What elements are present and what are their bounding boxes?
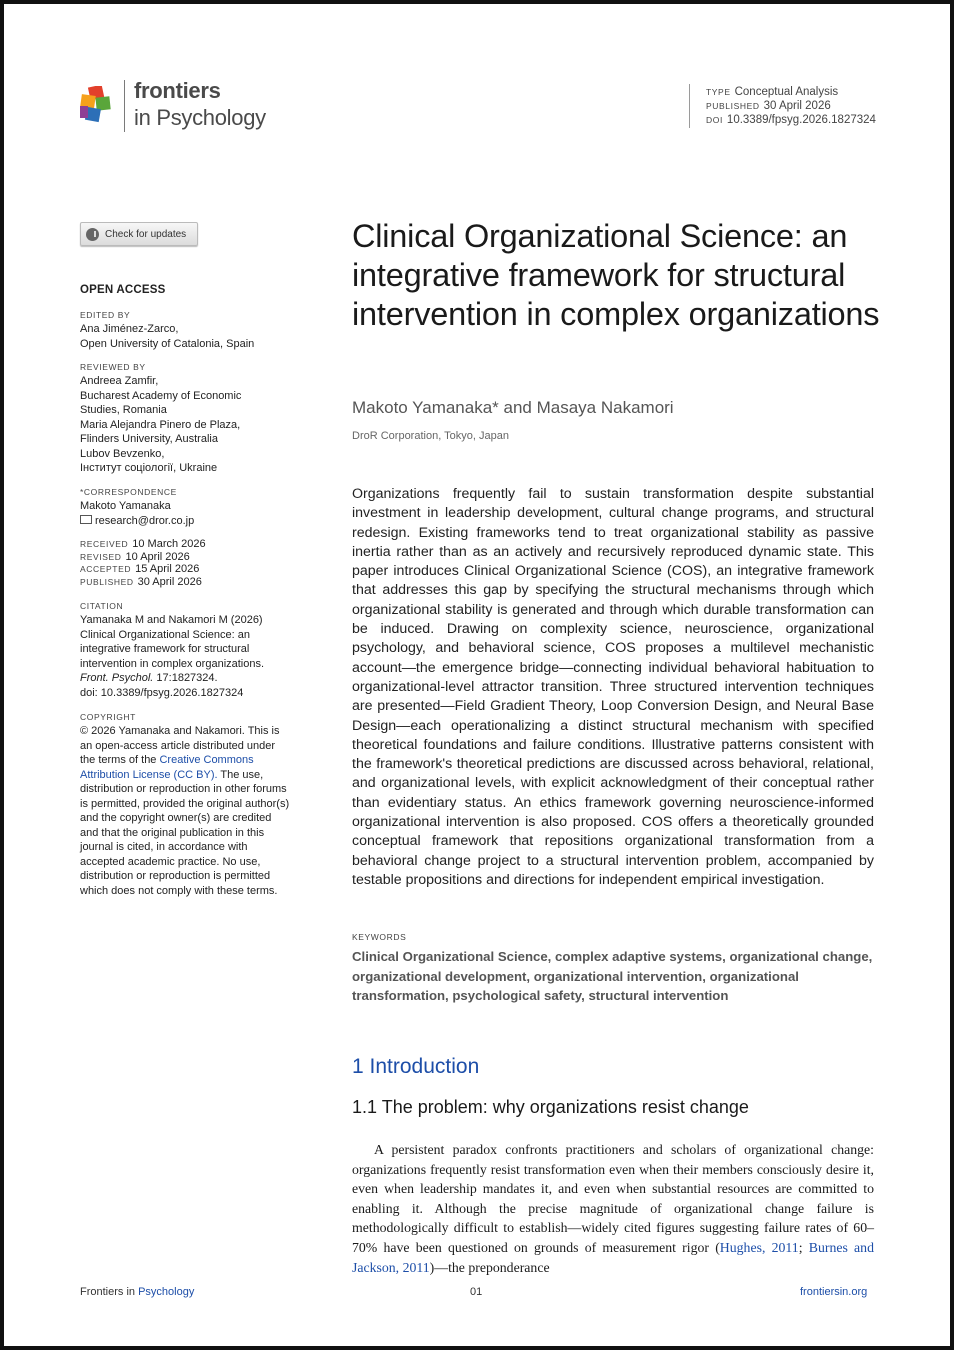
open-access-label: OPEN ACCESS <box>80 284 166 296</box>
meta-divider <box>689 84 690 128</box>
copyright-text: © 2026 Yamanaka and Nakamori. This is an open-access article distributed under the terms of the Creative Commons Attribution License (CC BY). The use, distribution or reproduction in other forums is permitted, provided the original author(s) and the copyright owner(s) are credited and that the original publication in this journal is cited, in accordance with accepted academic practice. No use, distribution or reproduction is permitted which does not comply with these terms. <box>80 725 290 897</box>
bookmark-icon <box>86 228 99 241</box>
citation-heading: CITATION <box>80 601 124 611</box>
page-number: 01 <box>470 1286 483 1298</box>
reviewed-by-heading: REVIEWED BY <box>80 362 146 372</box>
doi: DOI 10.3389/fpsyg.2026.1827324 <box>706 114 876 126</box>
logo-divider <box>124 80 125 132</box>
reviewed-by-list: Andreea Zamfir, Bucharest Academy of Economic Studies, Romania Maria Alejandra Pinero de Plaza, Flinders University, Australia Lubov Bevzenko, Інститут соціології, Ukraine <box>80 375 242 474</box>
journal-brand-subtitle: in Psychology <box>134 105 266 130</box>
affiliation: DroR Corporation, Tokyo, Japan <box>352 430 509 442</box>
check-for-updates-button[interactable] <box>80 222 198 246</box>
check-for-updates-label: Check for updates <box>105 228 187 240</box>
cc-by-license-link[interactable]: Creative Commons Attribution License (CC BY). <box>80 754 254 781</box>
edited-by-list: Ana Jiménez-Zarco, Open University of Catalonia, Spain <box>80 323 255 350</box>
envelope-icon <box>80 515 92 524</box>
published-date: PUBLISHED 30 April 2026 <box>706 100 831 112</box>
correspondence-email[interactable]: research@dror.co.jp <box>95 514 195 527</box>
keywords-list: Clinical Organizational Science, complex adaptive systems, organizational change, organizational development, organizational intervention, organizational transformation, psychological safety, structural intervention <box>352 949 873 1003</box>
edited-by-heading: EDITED BY <box>80 310 131 320</box>
introduction-paragraph: A persistent paradox confronts practitioners and scholars of organizational change: organizations frequently resist transformation even when their members consciously desire it, even when leadership mandates it, and even when substantial resources are committed to enabling it. Although the precise magnitude of organizational change failure is methodologically difficult to establish—widely cited figures suggesting failure rates of 60–70% have been questioned on grounds of measurement rigor (Hughes, 2011; Burnes and Jackson, 2011)—the preponderance <box>352 1142 874 1275</box>
correspondence-block <box>80 499 295 528</box>
journal-brand-name: frontiers <box>134 78 221 103</box>
dates-block: RECEIVED 10 March 2026 REVISED 10 April 2026 ACCEPTED 15 April 2026 PUBLISHED 30 April 2026 <box>80 538 206 588</box>
author-list: Makoto Yamanaka* and Masaya Nakamori <box>352 398 674 417</box>
footer-journal-link[interactable]: Psychology <box>138 1286 195 1298</box>
reference-link[interactable]: Burnes and Jackson, 2011 <box>352 1239 874 1275</box>
footer-journal-name: Frontiers in Psychology <box>80 1286 195 1298</box>
copyright-heading: COPYRIGHT <box>80 712 136 722</box>
citation-block: Yamanaka M and Nakamori M (2026) Clinical Organizational Science: an integrative framework for structural intervention in complex organizations. Front. Psychol. 17:1827324. doi: 10.3389/fpsyg.2026.1827324 <box>80 614 265 699</box>
section-heading-introduction: 1 Introduction <box>352 1055 480 1078</box>
correspondence-name: Makoto Yamanaka <box>80 500 171 512</box>
article-type: TYPE Conceptual Analysis <box>706 86 839 98</box>
keywords-heading: KEYWORDS <box>352 932 407 942</box>
correspondence-heading: *CORRESPONDENCE <box>80 487 177 497</box>
abstract: Organizations frequently fail to sustain transformation despite substantial investment in leadership development, cultural change programs, and structural redesign. Existing frameworks tend to treat organizational stability as passive inertia rather than as an actively and recursively reproduced dynamic state. This paper introduces Clinical Organizational Science (COS), an integrative framework that addresses this gap by specifying the structural mechanisms through which organizational stability is generated and through which durable transformation can be induced. Drawing on complexity science, neuroscience, organizational psychology, and behavioral science, COS proposes a multilevel mechanistic account—the emergence bridge—connecting individual behavioral habituation to organizational-level attractor transition. Three structured intervention techniques are presented—Field Gradient Theory, Loop Conversion Design, and Neural Base Design—each operationalizing a distinct structural mechanism with specified theoretical foundations and failure conditions. Illustrative patterns consistent with the framework's theoretical predictions are discussed across behavioral, relational, and organizational levels, with explicit acknowledgment of their conceptual rather than evidentiary status. An ethics framework governing neuroscience-informed organizational intervention is also proposed. COS offers a theoretically grounded conceptual framework that repositions organizational transformation from a behavioral change project to a structural intervention problem, accompanied by testable propositions and directions for independent empirical investigation. <box>352 486 874 888</box>
frontiers-logo-icon <box>80 86 114 126</box>
reference-link[interactable]: Hughes, 2011 <box>719 1239 799 1255</box>
footer-site-link[interactable]: frontiersin.org <box>800 1286 868 1298</box>
article-title: Clinical Organizational Science: an integrative framework for structural intervention in complex organizations <box>352 218 880 332</box>
subsection-heading: 1.1 The problem: why organizations resist change <box>352 1097 749 1117</box>
